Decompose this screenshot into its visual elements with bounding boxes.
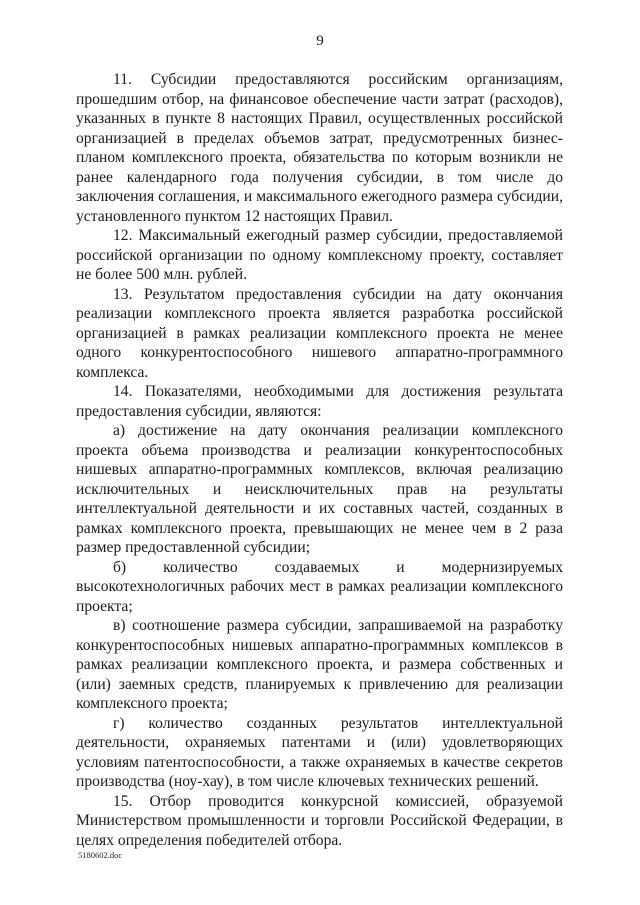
paragraph-15: 15. Отбор проводится конкурсной комиссией, образуемой Министерством промышленности и торговли Российской Федерации, в целях определения победителей отбора. (76, 792, 563, 849)
paragraph-13: 13. Результатом предоставления субсидии на дату окончания реализации комплексного проекта является разработка российской организацией в рамках реализации комплексного проекта не менее одного конкурентоспособного нишевого аппаратно-программного комплекса. (76, 285, 563, 381)
paragraph-14-item-g: г) количество созданных результатов интеллектуальной деятельности, охраняемых патентами и (или) удовлетворяющих условиям патентоспособности, а также охраняемых в качестве секретов производства (ноу-хау), в том числе ключевых технических решений. (76, 714, 563, 790)
paragraph-14: 14. Показателями, необходимыми для достижения результата предоставления субсидии, являются: (76, 383, 563, 420)
paragraph-14-item-a: а) достижение на дату окончания реализации комплексного проекта объема производства и реализации конкурентоспособных нишевых аппаратно-программных комплексов, включая реализацию исключительных и неисключительных прав на результаты интеллектуальной деятельности и их составных частей, созданных в рамках комплексного проекта, превышающих не менее чем в 2 раза размер предоставленной субсидии; (76, 422, 563, 556)
footer-document-code: 5180602.doc (78, 850, 123, 860)
page-number: 9 (316, 33, 324, 49)
paragraph-14-item-b: б) количество создаваемых и модернизируемых высокотехнологичных рабочих мест в рамках реализации комплексного проекта; (76, 558, 563, 615)
paragraph-12: 12. Максимальный ежегодный размер субсидии, предоставляемой российской организации по одному комплексному проекту, составляет не более 500 млн. рублей. (76, 227, 563, 283)
paragraph-11: 11. Субсидии предоставляются российским организациям, прошедшим отбор, на финансовое обеспечение части затрат (расходов), указанных в пункте 8 настоящих Правил, осуществленных российской организацией в пределах объемов затрат, предусмотренных бизнес-планом комплексного проекта, обязательства по которым возникли не ранее календарного года получения субсидии, в том числе до заключения соглашения, и максимального ежегодного размера субсидии, установленного пунктом 12 настоящих Правил. (76, 71, 563, 225)
paragraph-14-item-v: в) соотношение размера субсидии, запрашиваемой на разработку конкурентоспособных нишевых аппаратно-программных комплексов в рамках реализации комплексного проекта, и размера собственных и (или) заемных средств, планируемых к привлечению для реализации комплексного проекта; (76, 617, 563, 712)
document-body (76, 70, 563, 850)
